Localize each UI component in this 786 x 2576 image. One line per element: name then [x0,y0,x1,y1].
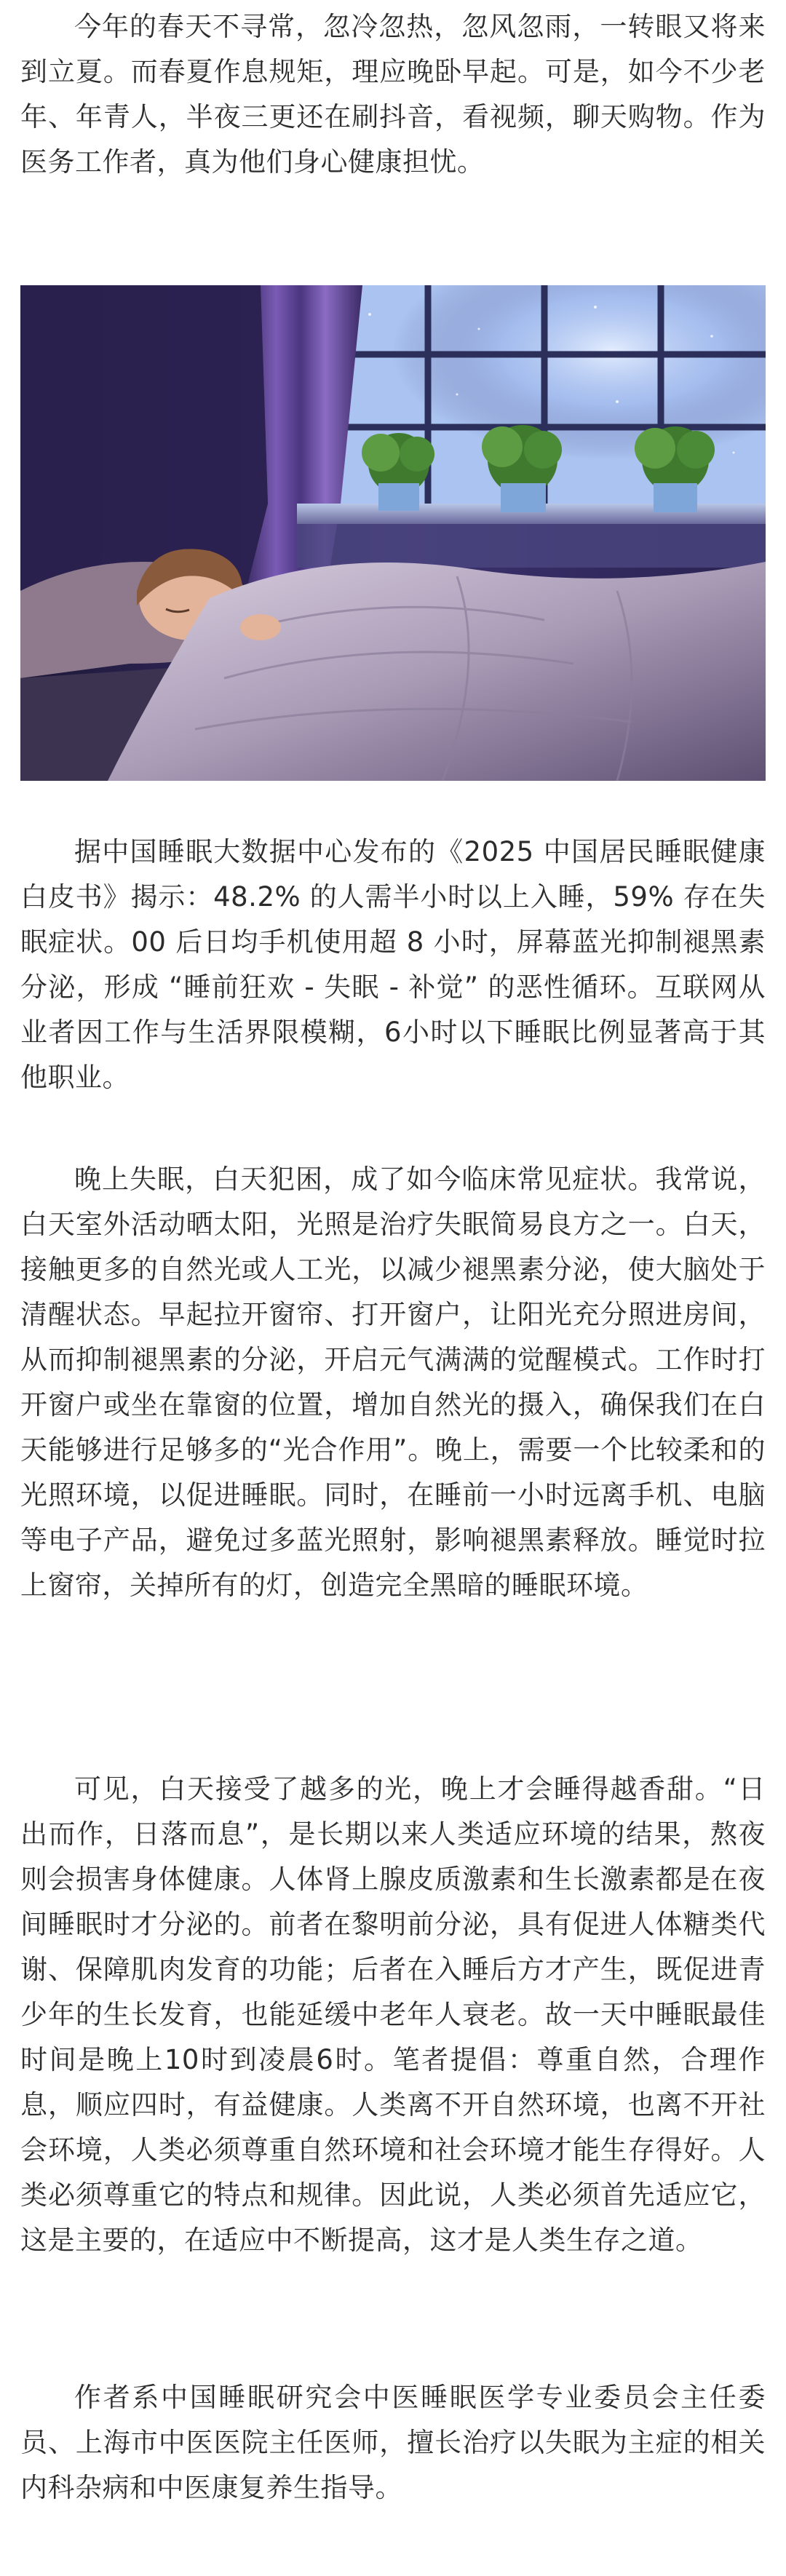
paragraph-whitepaper-data: 据中国睡眠大数据中心发布的《2025 中国居民睡眠健康白皮书》揭示：48.2% 的人需半小时以上入睡，59% 存在失眠症状。00 后日均手机使用超 8 小时，屏幕蓝光抑制褪黑素分泌，形成 “睡前狂欢 - 失眠 - 补觉” 的恶性循环。互联网从业者因工作与生活界限模糊，6小时以下睡眠比例显著高于其他职业。 [20,836,766,1093]
paragraph-intro: 今年的春天不寻常，忽冷忽热，忽风忽雨，一转眼又将来到立夏。而春夏作息规矩，理应晚卧早起。可是，如今不少老年、年青人，半夜三更还在刷抖音，看视频，聊天购物。作为医务工作者，真为他们身心健康担忧。 [20,11,766,178]
paragraph-light-therapy: 晚上失眠，白天犯困，成了如今临床常见症状。我常说，白天室外活动晒太阳，光照是治疗失眠简易良方之一。白天，接触更多的自然光或人工光，以减少褪黑素分泌，使大脑处于清醒状态。早起拉开窗帘、打开窗户，让阳光充分照进房间，从而抑制褪黑素的分泌，开启元气满满的觉醒模式。工作时打开窗户或坐在靠窗的位置，增加自然光的摄入，确保我们在白天能够进行足够多的“光合作用”。晚上，需要一个比较柔和的光照环境，以促进睡眠。同时，在睡前一小时远离手机、电脑等电子产品，避免过多蓝光照射，影响褪黑素释放。睡觉时拉上窗帘，关掉所有的灯，创造完全黑暗的睡眠环境。 [20,1164,766,1601]
paragraph-circadian-rhythm: 可见，白天接受了越多的光，晚上才会睡得越香甜。“日出而作，日落而息”，是长期以来人类适应环境的结果，熬夜则会损害身体健康。人体肾上腺皮质激素和生长激素都是在夜间睡眠时才分泌的。前者在黎明前分泌，具有促进人体糖类代谢、保障肌肉发育的功能；后者在入睡后方才产生，既促进青少年的生长发育，也能延缓中老年人衰老。故一天中睡眠最佳时间是晚上10时到凌晨6时。笔者提倡：尊重自然，合理作息，顺应四时，有益健康。人类离不开自然环境，也离不开社会环境，人类必须尊重自然环境和社会环境才能生存得好。人类必须尊重它的特点和规律。因此说，人类必须首先适应它，这是主要的，在适应中不断提高，这才是人类生存之道。 [20,1773,766,2256]
paragraph-author-bio: 作者系中国睡眠研究会中医睡眠医学专业委员会主任委员、上海市中医医院主任医师，擅长治疗以失眠为主症的相关内科杂病和中医康复养生指导。 [20,2382,766,2503]
sleeping-child-photo [20,285,766,781]
